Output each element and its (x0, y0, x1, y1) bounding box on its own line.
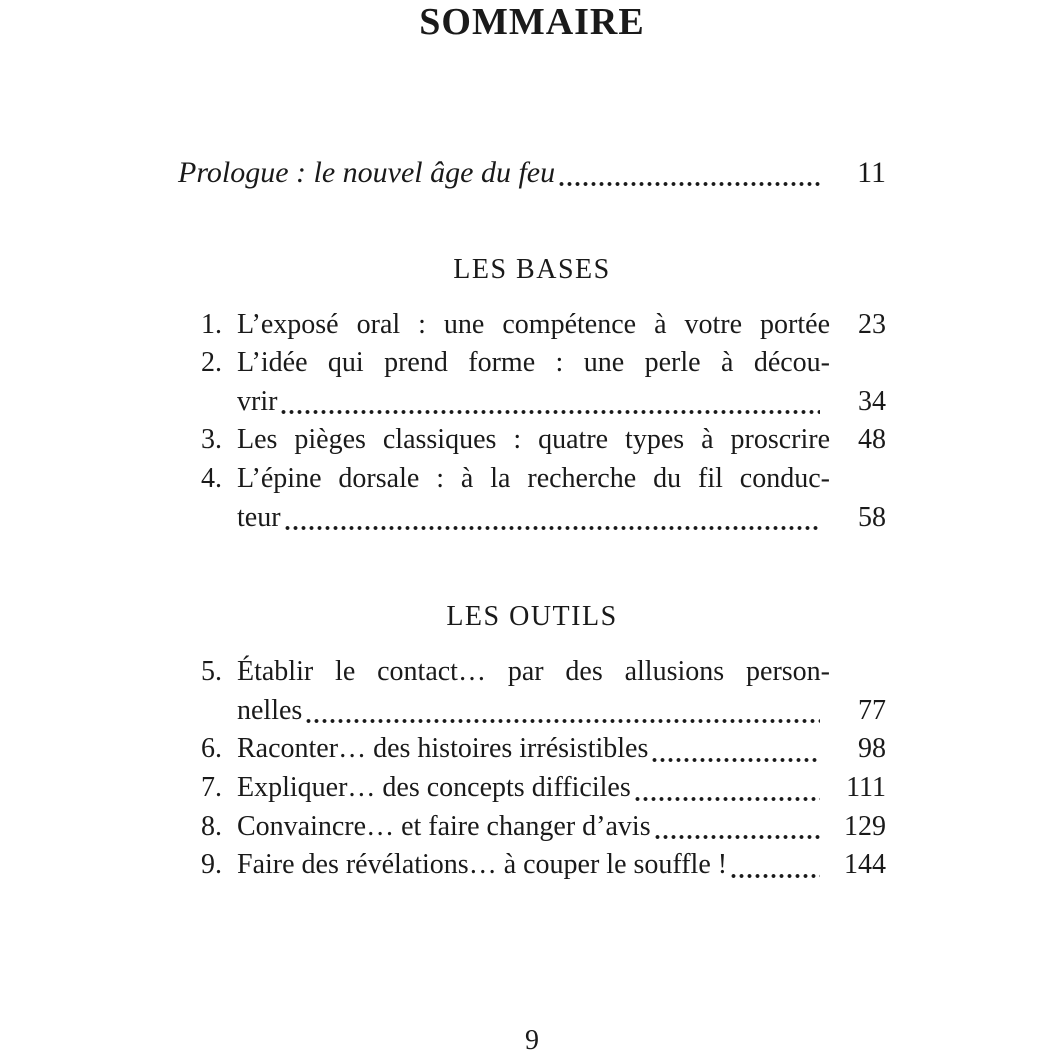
toc-entry (178, 421, 886, 460)
entry-text-column (237, 306, 830, 345)
entry-text-column (237, 421, 830, 460)
entry-text-line: nelles (237, 694, 303, 726)
entry-text-line: L’exposé oral : une compétence à votre portée (237, 308, 830, 340)
dot-leader (281, 409, 820, 415)
dot-leader (559, 181, 820, 187)
entry-text-line: Faire des révélations… à couper le souffle ! (237, 849, 728, 881)
dot-leader (731, 873, 820, 879)
entry-number: 6. (201, 733, 222, 765)
page-title: SOMMAIRE (419, 1, 645, 43)
entry-text-column (237, 846, 830, 885)
toc-entry (178, 653, 886, 730)
entry-page-number: 111 (846, 771, 886, 803)
entry-number: 2. (201, 347, 222, 379)
toc-entry (178, 306, 886, 345)
toc-entry (178, 344, 886, 421)
prologue-page-number: 11 (857, 156, 886, 189)
entry-page-number: 58 (858, 501, 886, 533)
entry-text-line: Établir le contact… par des allusions person- (237, 656, 830, 688)
entry-text-column (237, 653, 830, 730)
entry-number: 5. (201, 656, 222, 688)
entry-text-line: L’idée qui prend forme : une perle à décou- (237, 347, 830, 379)
dot-leader (655, 834, 820, 840)
entry-text-column (237, 730, 830, 769)
entry-number: 4. (201, 462, 222, 494)
entry-page-number: 129 (844, 810, 886, 842)
folio-page-number: 9 (525, 1025, 539, 1056)
entry-last-line (237, 499, 830, 538)
entry-text-line: vrir (237, 385, 278, 417)
entry-text-column (237, 808, 830, 847)
section-heading: LES BASES (453, 253, 611, 285)
entry-text-column (237, 769, 830, 808)
entry-number: 7. (201, 771, 222, 803)
entry-page-number: 34 (858, 385, 886, 417)
entry-number: 8. (201, 810, 222, 842)
entry-page-number: 77 (858, 694, 886, 726)
entry-number: 1. (201, 308, 222, 340)
entry-text-line: Les pièges classiques : quatre types à proscrire (237, 424, 830, 456)
entry-number: 3. (201, 424, 222, 456)
entry-text-line: Raconter… des histoires irrésistibles (237, 733, 649, 765)
toc-entry (178, 808, 886, 847)
prologue-text-column (178, 154, 830, 193)
toc-entry (178, 769, 886, 808)
toc-entry (178, 460, 886, 537)
entry-text-line: Expliquer… des concepts difficiles (237, 771, 631, 803)
dot-leader (285, 525, 820, 531)
entry-page-number: 144 (844, 849, 886, 881)
entry-last-line (237, 808, 830, 847)
entry-text-line: Convaincre… et faire changer d’avis (237, 810, 651, 842)
entry-page-number: 98 (858, 733, 886, 765)
entry-number: 9. (201, 849, 222, 881)
entry-last-line (237, 692, 830, 731)
entry-page-number: 23 (858, 308, 886, 340)
toc-entry (178, 730, 886, 769)
entry-page-number: 48 (858, 424, 886, 456)
section-heading: LES OUTILS (446, 601, 618, 633)
entry-text-column (237, 344, 830, 421)
entry-text-line: teur (237, 501, 281, 533)
entry-last-line (237, 846, 830, 885)
entry-text-column (237, 460, 830, 537)
prologue-label: Prologue : le nouvel âge du feu (178, 156, 556, 189)
toc-sections (178, 250, 886, 885)
dot-leader (306, 718, 820, 724)
entry-last-line (237, 383, 830, 422)
entry-last-line (237, 730, 830, 769)
entry-text-line: L’épine dorsale : à la recherche du fil conduc- (237, 462, 830, 494)
entry-last-line (237, 769, 830, 808)
prologue-entry (178, 154, 886, 193)
dot-leader (635, 796, 820, 802)
dot-leader (652, 757, 820, 763)
toc-entry (178, 846, 886, 885)
